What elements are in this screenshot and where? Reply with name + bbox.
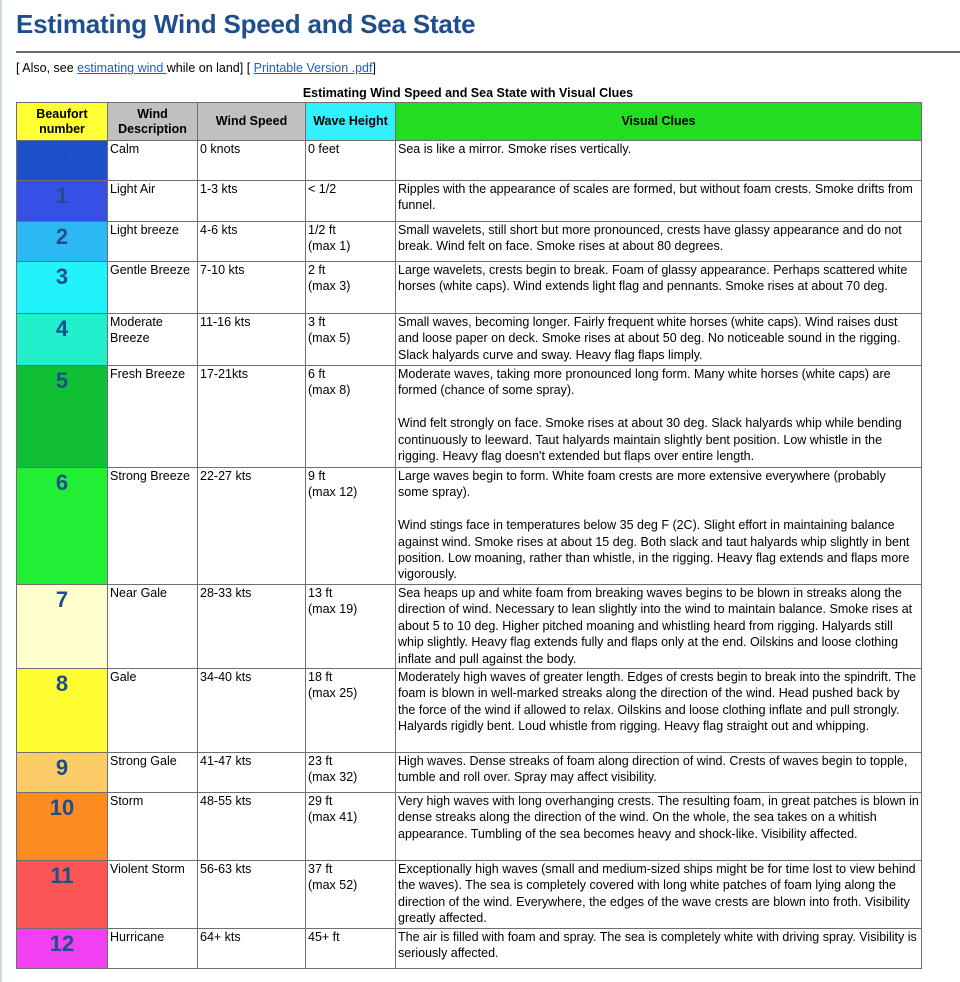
visual-clues-cell [396, 753, 922, 793]
wave-height-cell [306, 468, 396, 585]
header-wind-speed [198, 103, 306, 141]
wind-speed: 41-47 kts [200, 754, 252, 768]
wave-height-max: (max 19) [308, 602, 358, 617]
wind-speed-cell [198, 141, 306, 181]
header-beaufort-number [17, 103, 108, 141]
table-row [17, 468, 922, 585]
table-row [17, 929, 922, 969]
visual-clues: Sea is like a mirror. Smoke rises vertically. [398, 142, 632, 156]
wave-height-cell [306, 181, 396, 222]
header-label: Wave Height [313, 114, 388, 128]
wave-height: 2 ft [308, 263, 326, 277]
header-label: Visual Clues [621, 114, 696, 128]
beaufort-number: 2 [55, 224, 69, 249]
visual-clues-cell [396, 181, 922, 222]
wave-height-cell [306, 669, 396, 753]
beaufort-number: 5 [55, 368, 69, 393]
printable-version-link[interactable]: Printable Version .pdf [253, 61, 373, 75]
beaufort-number-cell [17, 141, 108, 181]
wave-height-cell [306, 753, 396, 793]
wind-speed-cell [198, 793, 306, 861]
visual-clues-cell [396, 262, 922, 314]
wind-description: Light breeze [110, 223, 179, 237]
wind-description: Fresh Breeze [110, 367, 186, 381]
table-row [17, 753, 922, 793]
beaufort-number-cell [17, 669, 108, 753]
wind-description-cell [108, 222, 198, 262]
table-row [17, 181, 922, 222]
beaufort-number: 3 [55, 264, 69, 289]
wave-height: < 1/2 [308, 182, 337, 196]
beaufort-number: 4 [55, 316, 69, 341]
wave-height-cell [306, 366, 396, 468]
wind-description-cell [108, 468, 198, 585]
visual-clues-cell [396, 141, 922, 181]
estimating-wind-link[interactable]: estimating wind [77, 61, 167, 75]
wave-height-cell [306, 861, 396, 929]
header-wave-height [306, 103, 396, 141]
beaufort-number: 6 [55, 470, 69, 495]
wind-speed-cell [198, 468, 306, 585]
related-links [16, 61, 376, 75]
wave-height: 13 ft [308, 586, 333, 600]
beaufort-table [16, 102, 922, 969]
table-row [17, 314, 922, 366]
visual-clues-cell [396, 929, 922, 969]
wave-height-max: (max 52) [308, 878, 358, 893]
wind-description-cell [108, 366, 198, 468]
beaufort-number: 12 [49, 931, 75, 956]
visual-clues-cell [396, 669, 922, 753]
wind-description-cell [108, 669, 198, 753]
table-row [17, 262, 922, 314]
header-label: Wind Description [118, 106, 187, 136]
table-row [17, 669, 922, 753]
wave-height-cell [306, 262, 396, 314]
wind-speed-cell [198, 262, 306, 314]
visual-clues-continued: Wind felt strongly on face. Smoke rises at about 30 deg. Slack halyards whip while bending continuously to leeward. Taut halyards maintain slightly bent position. Low whistle in the rigging. Heavy flag doesn't extended but flaps over entire length. [398, 416, 902, 464]
wave-height-max: (max 25) [308, 686, 358, 701]
beaufort-number-cell [17, 585, 108, 669]
table-row [17, 366, 922, 468]
beaufort-number-cell [17, 468, 108, 585]
beaufort-number-cell [17, 262, 108, 314]
beaufort-number-cell [17, 793, 108, 861]
wave-height: 29 ft [308, 794, 333, 808]
visual-clues-cell [396, 366, 922, 468]
beaufort-number: 9 [55, 755, 69, 780]
wave-height: 9 ft [308, 469, 326, 483]
beaufort-number-cell [17, 181, 108, 222]
wave-height-cell [306, 585, 396, 669]
wind-speed-cell [198, 861, 306, 929]
wave-height-max: (max 1) [308, 239, 351, 254]
wind-speed-cell [198, 669, 306, 753]
wave-height: 23 ft [308, 754, 333, 768]
visual-clues-cell [396, 468, 922, 585]
wind-description: Gentle Breeze [110, 263, 190, 277]
beaufort-number: 11 [50, 863, 74, 888]
visual-clues-cell [396, 793, 922, 861]
wind-description-cell [108, 861, 198, 929]
visual-clues: High waves. Dense streaks of foam along direction of wind. Crests of waves begin to topple, tumble and roll over. Spray may affect visibility. [398, 754, 908, 785]
wind-speed: 56-63 kts [200, 862, 252, 876]
wind-speed: 7-10 kts [200, 263, 245, 277]
links-prefix: [ Also, see [16, 61, 78, 75]
wind-speed-cell [198, 753, 306, 793]
header-label: Beaufort number [36, 106, 88, 136]
wind-speed: 11-16 kts [200, 315, 251, 329]
wave-height: 18 ft [308, 670, 333, 684]
wave-height-cell [306, 793, 396, 861]
wind-description: Violent Storm [110, 862, 185, 876]
visual-clues-cell [396, 222, 922, 262]
wind-speed: 48-55 kts [200, 794, 252, 808]
wave-height: 45+ ft [308, 930, 340, 944]
wind-description-cell [108, 929, 198, 969]
wind-speed-cell [198, 222, 306, 262]
visual-clues: The air is filled with foam and spray. The sea is completely white with driving spray. Visibility is seriously affected. [398, 930, 917, 961]
visual-clues: Ripples with the appearance of scales are formed, but without foam crests. Smoke drifts from funnel. [398, 182, 913, 213]
visual-clues-cell [396, 314, 922, 366]
wind-speed: 22-27 kts [200, 469, 252, 483]
wave-height-cell [306, 222, 396, 262]
visual-clues: Moderate waves, taking more pronounced long form. Many white horses (white caps) are formed (chance of some spray). [398, 367, 891, 398]
wave-height-max: (max 3) [308, 279, 351, 294]
wind-speed: 34-40 kts [200, 670, 252, 684]
links-suffix: ] [372, 61, 376, 75]
visual-clues: Sea heaps up and white foam from breaking waves begins to be blown in streaks along the direction of wind. Necessary to lean slightly into the wind to maintain balance. Smoke rises at about 5 to 10 deg. Higher pitched moaning and whistling heard from rigging. Halyards still whip slightly. Heavy flag extends fully and flaps only at the end. Oilskins and loose clothing inflate and pull against the body. [398, 586, 913, 666]
beaufort-number-cell [17, 222, 108, 262]
beaufort-number-cell [17, 753, 108, 793]
table-row [17, 861, 922, 929]
wind-description: Storm [110, 794, 144, 808]
header-row [17, 103, 922, 141]
header-wind-description [108, 103, 198, 141]
wind-speed-cell [198, 181, 306, 222]
wave-height-max: (max 5) [308, 331, 351, 346]
wind-description-cell [108, 585, 198, 669]
beaufort-number: 1 [55, 183, 69, 208]
visual-clues-cell [396, 585, 922, 669]
beaufort-number: 7 [55, 587, 69, 612]
wave-height-cell [306, 141, 396, 181]
wind-description: Strong Gale [110, 754, 177, 768]
wave-height: 3 ft [308, 315, 326, 329]
wind-description: Strong Breeze [110, 469, 190, 483]
beaufort-number: 0 [55, 143, 69, 168]
wind-speed: 28-33 kts [200, 586, 252, 600]
wind-description-cell [108, 181, 198, 222]
wind-description-cell [108, 314, 198, 366]
wind-speed: 17-21kts [200, 367, 248, 381]
wind-description: Near Gale [110, 586, 167, 600]
beaufort-number: 10 [49, 795, 75, 820]
beaufort-number-cell [17, 366, 108, 468]
beaufort-number-cell [17, 314, 108, 366]
table-row [17, 585, 922, 669]
beaufort-number-cell [17, 929, 108, 969]
visual-clues: Very high waves with long overhanging crests. The resulting foam, in great patches is blown in dense streaks along the direction of the wind. On the whole, the sea takes on a whitish appearance. Tumbling of the sea becomes heavy and shock-like. Visibility affected. [398, 794, 919, 841]
wind-description: Hurricane [110, 930, 165, 944]
visual-clues-cell [396, 861, 922, 929]
header-visual-clues [396, 103, 922, 141]
visual-clues: Moderately high waves of greater length. Edges of crests begin to break into the spindrift. The foam is blown in well-marked streaks along the direction of the wind. Head pushed back by the force of the wind if allowed to relax. Oilskins and loose clothing inflate and pull strongly. Halyards rigidly bent. Loud whistle from rigging. Heavy flag straight out and whipping. [398, 670, 917, 734]
visual-clues: Large waves begin to form. White foam crests are more extensive everywhere (probably some spray). [398, 469, 886, 500]
table-row [17, 141, 922, 181]
wind-speed-cell [198, 314, 306, 366]
wave-height-max: (max 12) [308, 485, 358, 500]
wind-description: Light Air [110, 182, 156, 196]
wind-speed: 64+ kts [200, 930, 241, 944]
wind-speed-cell [198, 585, 306, 669]
visual-clues: Exceptionally high waves (small and medium-sized ships might be for time lost to view behind the waves). The sea is completely covered with long white patches of foam lying along the direction of the wind. Everywhere, the edges of the wave crests are blown into froth. Visibility greatly affected. [398, 862, 916, 926]
wind-description-cell [108, 793, 198, 861]
wind-description: Moderate Breeze [110, 315, 163, 346]
wind-description-cell [108, 141, 198, 181]
visual-clues-continued: Wind stings face in temperatures below 35 deg F (2C). Slight effort in maintaining balance against wind. Smoke rises at about 15 deg. Both slack and taut halyards whip slightly in bent position. Low moaning, rather than whistle, in the rigging. Heavy flag extends and flaps more vigorously. [398, 518, 910, 582]
wind-speed: 0 knots [200, 142, 241, 156]
title-divider [16, 51, 960, 53]
beaufort-number-cell [17, 861, 108, 929]
wave-height-max: (max 8) [308, 383, 351, 398]
links-middle: while on land] [ [166, 61, 254, 75]
header-label: Wind Speed [215, 114, 288, 128]
wave-height: 37 ft [308, 862, 333, 876]
visual-clues: Small waves, becoming longer. Fairly frequent white horses (white caps). Wind raises dust and loose paper on deck. Smoke rises at about 50 deg. No noticeable sound in the rigging. Slack halyards curve and sway. Heavy flag flaps limply. [398, 315, 901, 362]
wind-speed-cell [198, 929, 306, 969]
wind-description: Gale [110, 670, 137, 684]
visual-clues: Large wavelets, crests begin to break. Foam of glassy appearance. Perhaps scattered white horses (white caps). Wind extends light flag and pennants. Smoke rises at about 70 deg. [398, 263, 908, 294]
wind-description: Calm [110, 142, 140, 156]
wave-height-cell [306, 929, 396, 969]
beaufort-number: 8 [55, 671, 69, 696]
left-border [0, 0, 2, 982]
wind-description-cell [108, 262, 198, 314]
wind-speed: 1-3 kts [200, 182, 238, 196]
wave-height: 0 feet [308, 142, 340, 156]
wind-speed: 4-6 kts [200, 223, 238, 237]
wave-height-cell [306, 314, 396, 366]
table-row [17, 793, 922, 861]
wind-speed-cell [198, 366, 306, 468]
table-caption: Estimating Wind Speed and Sea State with Visual Clues [302, 86, 634, 100]
wave-height-max: (max 41) [308, 810, 358, 825]
page-title: Estimating Wind Speed and Sea State [16, 9, 476, 39]
table-row [17, 222, 922, 262]
wind-description-cell [108, 753, 198, 793]
visual-clues: Small wavelets, still short but more pronounced, crests have glassy appearance and do not break. Wind felt on face. Smoke rises at about 80 degrees. [398, 223, 902, 254]
wave-height-max: (max 32) [308, 770, 358, 785]
wave-height: 1/2 ft [308, 223, 336, 237]
wave-height: 6 ft [308, 367, 326, 381]
